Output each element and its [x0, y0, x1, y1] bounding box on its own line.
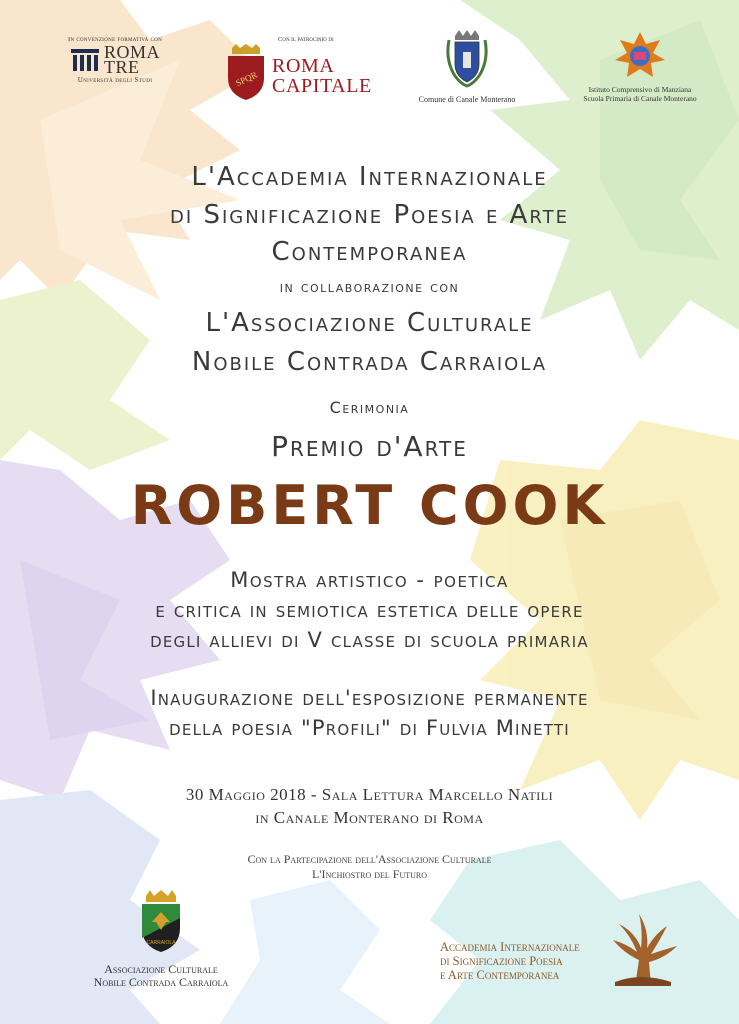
istituto-logo	[560, 32, 720, 103]
description-line2: e critica in semiotica estetica delle opere	[155, 598, 584, 622]
accademia-line3: e Arte Contemporanea	[440, 968, 560, 982]
roma-tre-caption: In convenzione formativa con	[68, 36, 162, 43]
partecipazione-line2: L'Inchiostro del Futuro	[311, 867, 428, 881]
roma-tre-logo	[40, 36, 190, 84]
roma-capitale-word-capitale: CAPITALE	[272, 75, 372, 97]
roma-tre-word-tre: TRE	[103, 57, 140, 77]
istituto-line2: Scuola Primaria di Canale Monterano	[583, 94, 697, 103]
accademia-line1: Accademia Internazionale	[440, 940, 580, 954]
istituto-line1: Istituto Comprensivo di Manziana	[588, 85, 692, 94]
event-date-line: 30 Maggio 2018 - Sala Lettura Marcello Natili	[185, 785, 554, 804]
heading-accademia-line3: Contemporanea	[271, 237, 468, 267]
heading-premio: Premio d'Arte	[271, 430, 468, 463]
description-line4: Inaugurazione dell'esposizione permanente	[150, 686, 589, 710]
description-line3: degli allievi di V classe di scuola primaria	[150, 628, 589, 652]
award-name-title: ROBERT COOK	[130, 474, 609, 537]
event-place-line: in Canale Monterano di Roma	[255, 808, 484, 827]
roma-capitale-logo	[218, 36, 388, 106]
roma-capitale-shield-icon	[224, 44, 268, 102]
accademia-line2: di Significazione Poesia	[440, 954, 563, 968]
istituto-star-icon	[615, 32, 665, 78]
roma-capitale-shield-text: SPQR	[234, 69, 259, 89]
carraiola-logo	[66, 888, 256, 989]
heading-accademia-line2: di Significazione Poesia e Arte	[170, 200, 569, 230]
heading-accademia-line1: L'Accademia Internazionale	[191, 162, 548, 192]
roma-tre-building-icon	[70, 47, 100, 73]
bronze-tree-sculpture-icon	[605, 910, 680, 986]
roma-capitale-caption: Con il patrocinio di	[278, 36, 334, 43]
carraiola-shield-icon	[138, 888, 184, 954]
carraiola-line1: Associazione Culturale	[104, 962, 218, 976]
carraiola-line2: Nobile Contrada Carraiola	[93, 975, 229, 989]
comune-label: Comune di Canale Monterano	[418, 95, 516, 104]
comune-crest-icon	[445, 30, 489, 88]
roma-tre-university: Università degli Studi	[77, 76, 153, 84]
accademia-logo	[430, 910, 730, 990]
heading-associazione-line2: Nobile Contrada Carraiola	[191, 347, 548, 377]
heading-collab: in collaborazione con	[279, 277, 460, 296]
roma-tre-word-roma: ROMA	[103, 42, 160, 62]
description-line1: Mostra artistico - poetica	[230, 568, 509, 592]
heading-cerimonia: Cerimonia	[329, 398, 410, 417]
partecipazione-line1: Con la Partecipazione dell'Associazione Culturale	[247, 852, 492, 866]
roma-capitale-word-roma: ROMA	[272, 55, 335, 77]
carraiola-badge-text: CARRAIOLA	[146, 940, 176, 946]
comune-logo	[402, 30, 532, 104]
heading-associazione-line1: L'Associazione Culturale	[205, 308, 534, 338]
description-line5: della poesia "Profili" di Fulvia Minetti	[169, 716, 570, 740]
